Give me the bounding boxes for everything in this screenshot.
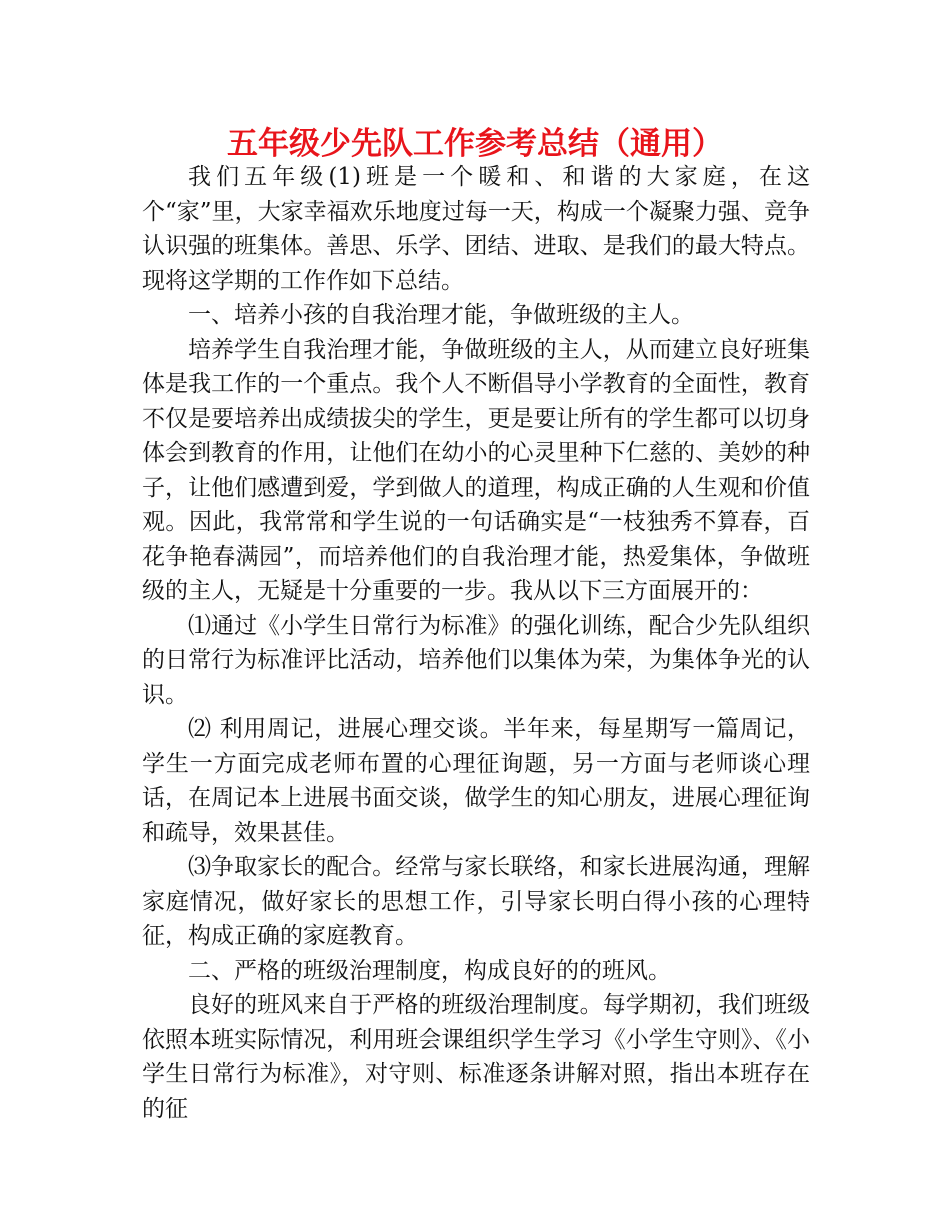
- paragraph-section-1: 培养学生自我治理才能，争做班级的主人，从而建立良好班集体是我工作的一个重点。我个人不断倡导小学教育的全面性，教育不仅是要培养出成绩拔尖的学生，更是要让所有的学生都可以切身体会到教育的作用，让他们在幼小的心灵里种下仁慈的、美妙的种子，让他们感遭到爱，学到做人的道理，构成正确的人生观和价值观。因此，我常常和学生说的一句话确实是“一枝独秀不算春，百花争艳春满园”，而培养他们的自我治理才能，热爱集体，争做班级的主人，无疑是十分重要的一步。我从以下三方面展开的：: [142, 336, 810, 604]
- document-body: [142, 160, 810, 1126]
- document-title: 五年级少先队工作参考总结（通用）: [227, 126, 723, 162]
- section-heading-1: 一、培养小孩的自我治理才能，争做班级的主人。: [188, 302, 694, 328]
- paragraph-section-2: 良好的班风来自于严格的班级治理制度。每学期初，我们班级依照本班实际情况，利用班会课组织学生学习《小学生守则》、《小学生日常行为标准》，对守则、标准逐条讲解对照，指出本班存在的征: [142, 992, 810, 1122]
- paragraph-point-2: ⑵ 利用周记，进展心理交谈。半年来，每星期写一篇周记，学生一方面完成老师布置的心理征询题，另一方面与老师谈心理话，在周记本上进展书面交谈，做学生的知心朋友，进展心理征询和疏导，效果甚佳。: [142, 716, 810, 846]
- paragraph-point-1: ⑴通过《小学生日常行为标准》的强化训练，配合少先队组织的日常行为标准评比活动，培养他们以集体为荣，为集体争光的认识。: [142, 612, 810, 708]
- section-heading-2: 二、严格的班级治理制度，构成良好的的班风。: [188, 957, 671, 984]
- paragraph-point-3: ⑶争取家长的配合。经常与家长联络，和家长进展沟通，理解家庭情况，做好家长的思想工作，引导家长明白得小孩的心理特征，构成正确的家庭教育。: [142, 854, 810, 949]
- paragraph-intro: 我们五年级(1)班是一个暖和、和谐的大家庭，在这个“家”里，大家幸福欢乐地度过每一天，构成一个凝聚力强、竞争认识强的班集体。善思、乐学、团结、进取、是我们的最大特点。现将这学期的工作作如下总结。: [142, 164, 810, 294]
